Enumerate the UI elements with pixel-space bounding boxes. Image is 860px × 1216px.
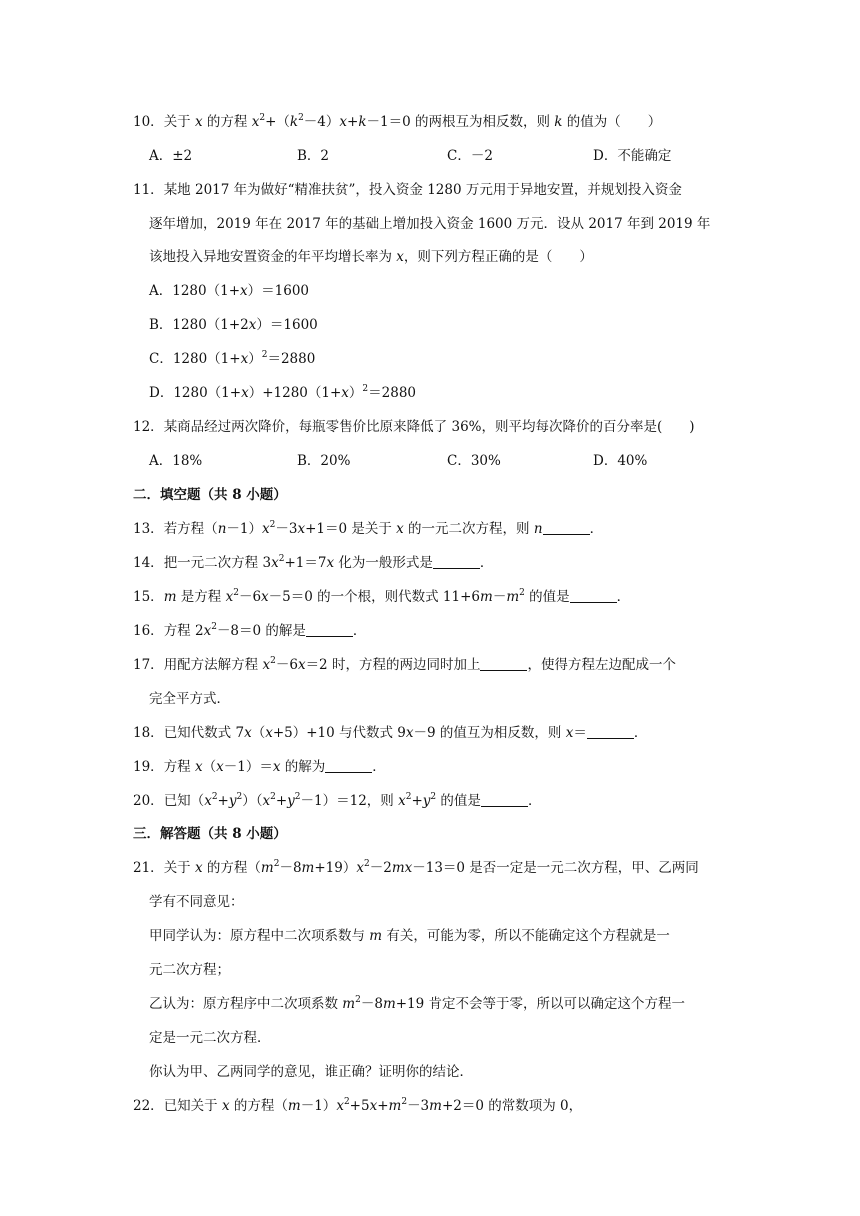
question-21: 21．关于 x 的方程$(m^2-8m+19)x^2-2mx-13=0$ 是否一定是一元二次方程，甲、乙两同 (133, 859, 699, 876)
option-d: D．$1280(1+x)+1280(1+x)^2=2880$ (149, 384, 417, 401)
question-14: 14．把一元二次方程 $3x^2+1=7x$ 化为一般形式是 ． (133, 554, 494, 571)
option-b: B．20% (297, 453, 351, 469)
option-a: A．1280（1+x）＝1600 (149, 283, 309, 299)
answer-blank (543, 520, 590, 535)
option-b: B．1280（1+2x）＝1600 (149, 317, 318, 333)
answer-blank (480, 656, 527, 671)
question-18: 18．已知代数式 7x（x+5）+10 与代数式 9x－9 的值互为相反数，则 x＝ ． (133, 725, 648, 741)
answer-blank (306, 622, 353, 637)
question-22: 22．已知关于 x 的方程$(m-1)x^2+5x+m^2-3m+2=0$ 的常数项为 0， (133, 1097, 583, 1114)
question-17-line2: 完全平方式． (149, 691, 230, 707)
question-21-line5: 乙认为：原方程序中二次项系数 $m^2-8m+19$ 肯定不会等于零，所以可以确定这个方程一 (149, 995, 686, 1012)
question-16: 16．方程 $2x^2-8=0$ 的解是 ． (133, 622, 367, 639)
question-15: 15．m 是方程 $x^2-6x-5=0$ 的一个根，则代数式 $11+6m-m^2$ 的值是 ． (133, 588, 631, 605)
question-13: 13．若方程$(n-1)x^2-3x+1=0$ 是关于 x 的一元二次方程，则 n ． (133, 520, 604, 537)
section-heading-fill-in: 二．填空题（共 8 小题） (133, 487, 287, 503)
option-c: C．30% (447, 453, 501, 469)
question-17: 17．用配方法解方程 $x^2-6x=2$ 时，方程的两边同时加上 ，使得方程左边配成一个 (133, 656, 676, 673)
option-d: D．不能确定 (593, 148, 672, 164)
answer-blank (325, 758, 372, 773)
answer-blank (481, 792, 528, 807)
section-heading-solutions: 三．解答题（共 8 小题） (133, 826, 287, 842)
option-c: C．－2 (447, 148, 493, 164)
answer-blank (587, 724, 634, 739)
question-12: 12．某商品经过两次降价，每瓶零售价比原来降低了 36%，则平均每次降价的百分率是( ) (133, 419, 695, 435)
option-a: A．±2 (149, 148, 193, 164)
question-21-line2: 学有不同意见： (149, 894, 244, 910)
option-b: B．2 (297, 148, 330, 164)
question-21-line4: 元二次方程； (149, 962, 230, 978)
question-11-line3: 该地投入异地安置资金的年平均增长率为 x，则下列方程正确的是（ ） (149, 249, 593, 265)
question-10: 10．关于 x 的方程 $x^2+(k^2-4)x+k-1=0$ 的两根互为相反数，则 k 的值为（ ） (133, 113, 662, 130)
question-11: 11．某地 2017 年为做好“精准扶贫”，投入资金 1280 万元用于异地安置，并规划投入资金 (133, 182, 682, 198)
question-11-line2: 逐年增加，2019 年在 2017 年的基础上增加投入资金 1600 万元．设从 2017 年到 2019 年 (149, 216, 711, 232)
option-a: A．18% (149, 453, 203, 469)
question-21-line6: 定是一元二次方程． (149, 1030, 271, 1046)
question-21-line3: 甲同学认为：原方程中二次项系数与 m 有关，可能为零，所以不能确定这个方程就是一 (149, 928, 670, 944)
question-19: 19．方程 x（x－1）＝x 的解为 ． (133, 759, 386, 775)
answer-blank (433, 554, 480, 569)
option-c: C．$1280(1+x)^2=2880$ (149, 350, 316, 367)
question-21-line7: 你认为甲、乙两同学的意见，谁正确？证明你的结论． (149, 1064, 473, 1080)
option-d: D．40% (593, 453, 648, 469)
question-20: 20．已知$(x^2+y^2)(x^2+y^2-1)=12$，则 $x^2+y^2$ 的值是 ． (133, 792, 542, 809)
answer-blank (570, 588, 617, 603)
